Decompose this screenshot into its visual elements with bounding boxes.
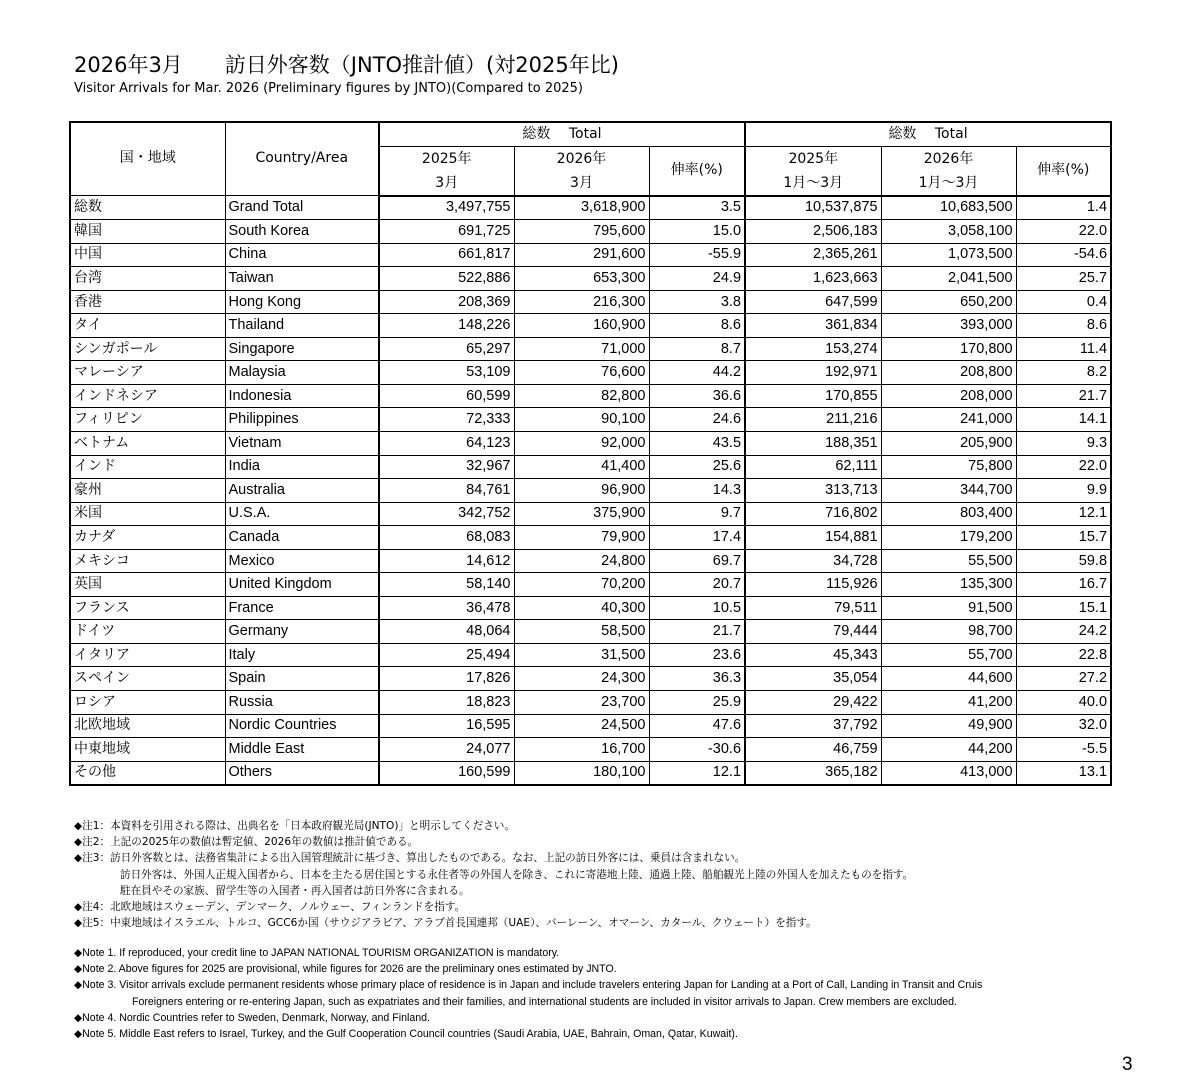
cell-month-2025: 661,817 <box>379 243 514 267</box>
cell-month-2025: 72,333 <box>379 408 514 432</box>
note-en-5: ◆Note 5. Middle East refers to Israel, Turkey, and the Gulf Cooperation Council countries (Saudi Arabia, UAE, Bahrain, Oman, Qatar, Kuwait). <box>74 1028 738 1041</box>
table-row <box>70 314 1111 338</box>
cell-ytd-2025: 35,054 <box>745 667 881 691</box>
header-ytd-2025 <box>745 146 881 196</box>
note-jp-5: ◆注5：中東地域はイスラエル、トルコ、GCC6か国（サウジアラビア、アラブ首長国連邦（UAE）、バーレーン、オマーン、カタール、クウェート）を指す。 <box>74 917 817 930</box>
header-country-jp: 国・地域 <box>70 122 225 196</box>
cell-month-growth: 15.0 <box>649 220 745 244</box>
cell-ytd-2025: 1,623,663 <box>745 267 881 291</box>
cell-ytd-growth: 8.2 <box>1016 361 1111 385</box>
cell-month-2026: 24,300 <box>514 667 649 691</box>
cell-ytd-growth: 11.4 <box>1016 337 1111 361</box>
cell-ytd-2026: 75,800 <box>881 455 1016 479</box>
cell-month-growth: 21.7 <box>649 620 745 644</box>
cell-country-en: France <box>225 596 379 620</box>
cell-ytd-2025: 79,444 <box>745 620 881 644</box>
cell-ytd-2026: 208,800 <box>881 361 1016 385</box>
note-en-2: ◆Note 2. Above figures for 2025 are provisional, while figures for 2026 are the preliminary ones estimated by JNTO. <box>74 963 617 976</box>
notes-english <box>74 945 982 1042</box>
cell-ytd-2026: 170,800 <box>881 337 1016 361</box>
cell-country-en: Canada <box>225 526 379 550</box>
cell-month-growth: 25.6 <box>649 455 745 479</box>
cell-ytd-2025: 170,855 <box>745 384 881 408</box>
cell-ytd-growth: 15.7 <box>1016 526 1111 550</box>
cell-ytd-2025: 313,713 <box>745 479 881 503</box>
cell-month-2025: 24,077 <box>379 738 514 762</box>
cell-country-jp: 香港 <box>70 290 225 314</box>
table-row <box>70 738 1111 762</box>
cell-country-jp: インドネシア <box>70 384 225 408</box>
table-row <box>70 714 1111 738</box>
cell-country-jp: ロシア <box>70 691 225 715</box>
cell-month-2025: 60,599 <box>379 384 514 408</box>
cell-country-jp: スペイン <box>70 667 225 691</box>
cell-ytd-2025: 211,216 <box>745 408 881 432</box>
cell-month-2025: 16,595 <box>379 714 514 738</box>
cell-month-2026: 653,300 <box>514 267 649 291</box>
cell-country-en: United Kingdom <box>225 573 379 597</box>
header-month-2026 <box>514 146 649 196</box>
header-ytd-2025-range: 1月～3月 <box>783 174 844 191</box>
cell-ytd-growth: 25.7 <box>1016 267 1111 291</box>
cell-country-en: Germany <box>225 620 379 644</box>
cell-country-en: Indonesia <box>225 384 379 408</box>
cell-month-2025: 65,297 <box>379 337 514 361</box>
table-row <box>70 526 1111 550</box>
note-en-1: ◆Note 1. If reproduced, your credit line to JAPAN NATIONAL TOURISM ORGANIZATION is mandatory. <box>74 947 560 959</box>
cell-month-2025: 160,599 <box>379 761 514 785</box>
header-group-month: 総数 Total <box>379 122 745 146</box>
cell-month-2026: 160,900 <box>514 314 649 338</box>
header-ytd-2025-year: 2025年 <box>788 150 839 167</box>
note-jp-3-cont-1: 訪日外客は、外国人正規入国者から、日本を主たる居住国とする永住者等の外国人を除き、これに寄港地上陸、通過上陸、船舶観光上陸の外国人を加えたものを指す。 <box>120 868 914 881</box>
cell-ytd-growth: 21.7 <box>1016 384 1111 408</box>
cell-month-2026: 70,200 <box>514 573 649 597</box>
cell-month-growth: 36.3 <box>649 667 745 691</box>
note-jp-1: ◆注1：本資料を引用される際は、出典名を「日本政府観光局(JNTO)」と明示してください。 <box>74 820 515 832</box>
cell-ytd-2026: 179,200 <box>881 526 1016 550</box>
cell-country-en: Middle East <box>225 738 379 762</box>
cell-country-en: Taiwan <box>225 267 379 291</box>
table-row <box>70 196 1111 220</box>
table-row <box>70 620 1111 644</box>
cell-country-en: Philippines <box>225 408 379 432</box>
cell-month-growth: 8.7 <box>649 337 745 361</box>
cell-month-growth: 9.7 <box>649 502 745 526</box>
header-month-2025-year: 2025年 <box>421 150 472 167</box>
cell-month-2026: 71,000 <box>514 337 649 361</box>
cell-ytd-growth: 16.7 <box>1016 573 1111 597</box>
cell-month-2026: 16,700 <box>514 738 649 762</box>
cell-ytd-growth: 13.1 <box>1016 761 1111 785</box>
header-ytd-2026 <box>881 146 1016 196</box>
cell-country-en: Hong Kong <box>225 290 379 314</box>
cell-ytd-2025: 365,182 <box>745 761 881 785</box>
cell-month-2025: 208,369 <box>379 290 514 314</box>
cell-ytd-growth: 14.1 <box>1016 408 1111 432</box>
cell-month-2026: 90,100 <box>514 408 649 432</box>
table-row <box>70 479 1111 503</box>
cell-country-jp: インド <box>70 455 225 479</box>
cell-country-jp: メキシコ <box>70 549 225 573</box>
cell-month-2026: 82,800 <box>514 384 649 408</box>
cell-ytd-2026: 205,900 <box>881 432 1016 456</box>
cell-country-jp: 北欧地域 <box>70 714 225 738</box>
cell-ytd-growth: 9.3 <box>1016 432 1111 456</box>
table-row <box>70 761 1111 785</box>
cell-ytd-2025: 2,506,183 <box>745 220 881 244</box>
cell-ytd-growth: 9.9 <box>1016 479 1111 503</box>
cell-month-2025: 32,967 <box>379 455 514 479</box>
table-row <box>70 432 1111 456</box>
cell-ytd-2025: 62,111 <box>745 455 881 479</box>
header-country-en: Country/Area <box>225 122 379 196</box>
cell-month-2025: 68,083 <box>379 526 514 550</box>
cell-ytd-2026: 44,200 <box>881 738 1016 762</box>
cell-country-en: U.S.A. <box>225 502 379 526</box>
table-row <box>70 361 1111 385</box>
cell-month-2025: 17,826 <box>379 667 514 691</box>
cell-ytd-growth: 22.0 <box>1016 220 1111 244</box>
cell-month-2026: 3,618,900 <box>514 196 649 220</box>
cell-country-jp: マレーシア <box>70 361 225 385</box>
cell-ytd-2025: 79,511 <box>745 596 881 620</box>
cell-ytd-2026: 49,900 <box>881 714 1016 738</box>
cell-ytd-2025: 45,343 <box>745 643 881 667</box>
cell-country-jp: フランス <box>70 596 225 620</box>
cell-country-en: Thailand <box>225 314 379 338</box>
cell-country-jp: その他 <box>70 761 225 785</box>
cell-country-en: Vietnam <box>225 432 379 456</box>
cell-month-growth: 36.6 <box>649 384 745 408</box>
cell-ytd-growth: 8.6 <box>1016 314 1111 338</box>
cell-country-en: Russia <box>225 691 379 715</box>
cell-month-growth: 8.6 <box>649 314 745 338</box>
cell-country-jp: 英国 <box>70 573 225 597</box>
table-row <box>70 220 1111 244</box>
cell-ytd-growth: 40.0 <box>1016 691 1111 715</box>
cell-country-jp: 中東地域 <box>70 738 225 762</box>
table-row <box>70 643 1111 667</box>
cell-ytd-growth: 27.2 <box>1016 667 1111 691</box>
cell-country-en: Malaysia <box>225 361 379 385</box>
cell-ytd-growth: 24.2 <box>1016 620 1111 644</box>
cell-country-jp: 台湾 <box>70 267 225 291</box>
cell-month-growth: 14.3 <box>649 479 745 503</box>
cell-ytd-2026: 98,700 <box>881 620 1016 644</box>
cell-country-en: Spain <box>225 667 379 691</box>
cell-month-2026: 24,800 <box>514 549 649 573</box>
cell-ytd-growth: -5.5 <box>1016 738 1111 762</box>
cell-ytd-growth: 22.0 <box>1016 455 1111 479</box>
cell-month-2025: 53,109 <box>379 361 514 385</box>
cell-ytd-2026: 208,000 <box>881 384 1016 408</box>
page-title: 2026年3月 訪日外客数（JNTO推計値）(対2025年比) <box>74 53 619 77</box>
header-ytd-2026-range: 1月～3月 <box>918 174 979 191</box>
cell-ytd-2025: 153,274 <box>745 337 881 361</box>
cell-month-2026: 291,600 <box>514 243 649 267</box>
cell-ytd-2026: 650,200 <box>881 290 1016 314</box>
cell-country-en: Singapore <box>225 337 379 361</box>
cell-ytd-2025: 37,792 <box>745 714 881 738</box>
table-row <box>70 290 1111 314</box>
cell-country-jp: 豪州 <box>70 479 225 503</box>
table-row <box>70 502 1111 526</box>
cell-ytd-2026: 55,500 <box>881 549 1016 573</box>
cell-month-2025: 36,478 <box>379 596 514 620</box>
cell-country-jp: 米国 <box>70 502 225 526</box>
cell-country-jp: タイ <box>70 314 225 338</box>
table-row <box>70 337 1111 361</box>
cell-ytd-growth: 1.4 <box>1016 196 1111 220</box>
cell-month-2025: 691,725 <box>379 220 514 244</box>
header-month-2025-month: 3月 <box>435 174 459 191</box>
cell-country-en: Italy <box>225 643 379 667</box>
cell-ytd-2025: 188,351 <box>745 432 881 456</box>
visitor-arrivals-table <box>69 121 1112 786</box>
page-number: 3 <box>1122 1054 1133 1075</box>
cell-country-jp: シンガポール <box>70 337 225 361</box>
cell-ytd-2025: 361,834 <box>745 314 881 338</box>
cell-country-jp: 総数 <box>70 196 225 220</box>
table-row <box>70 384 1111 408</box>
note-en-3: ◆Note 3. Visitor arrivals exclude permanent residents whose primary place of residence is in Japan and include travelers entering Japan for Landing at a Port of Call, Landing in Transit and Cruis <box>74 979 983 992</box>
cell-ytd-2026: 41,200 <box>881 691 1016 715</box>
cell-month-2025: 18,823 <box>379 691 514 715</box>
header-month-2025 <box>379 146 514 196</box>
cell-month-growth: 10.5 <box>649 596 745 620</box>
cell-country-en: South Korea <box>225 220 379 244</box>
cell-ytd-2025: 10,537,875 <box>745 196 881 220</box>
header-month-growth: 伸率(%) <box>649 146 745 196</box>
cell-ytd-2026: 241,000 <box>881 408 1016 432</box>
cell-country-jp: 韓国 <box>70 220 225 244</box>
cell-month-2026: 180,100 <box>514 761 649 785</box>
cell-month-2026: 795,600 <box>514 220 649 244</box>
cell-ytd-2026: 344,700 <box>881 479 1016 503</box>
cell-month-growth: 3.5 <box>649 196 745 220</box>
cell-country-en: Mexico <box>225 549 379 573</box>
note-jp-3-cont-2: 駐在員やその家族、留学生等の入国者・再入国者は訪日外客に含まれる。 <box>120 884 470 897</box>
cell-ytd-2025: 46,759 <box>745 738 881 762</box>
cell-month-2026: 76,600 <box>514 361 649 385</box>
cell-ytd-growth: 12.1 <box>1016 502 1111 526</box>
cell-ytd-2026: 3,058,100 <box>881 220 1016 244</box>
cell-country-jp: カナダ <box>70 526 225 550</box>
cell-month-growth: 20.7 <box>649 573 745 597</box>
table-row <box>70 243 1111 267</box>
table-row <box>70 549 1111 573</box>
cell-month-growth: 47.6 <box>649 714 745 738</box>
cell-ytd-2026: 393,000 <box>881 314 1016 338</box>
cell-ytd-2026: 1,073,500 <box>881 243 1016 267</box>
cell-country-en: China <box>225 243 379 267</box>
table-row <box>70 667 1111 691</box>
cell-ytd-2025: 115,926 <box>745 573 881 597</box>
cell-country-jp: ドイツ <box>70 620 225 644</box>
cell-month-2026: 79,900 <box>514 526 649 550</box>
cell-month-2026: 58,500 <box>514 620 649 644</box>
cell-month-growth: -30.6 <box>649 738 745 762</box>
cell-month-2025: 48,064 <box>379 620 514 644</box>
cell-month-2025: 25,494 <box>379 643 514 667</box>
cell-country-jp: 中国 <box>70 243 225 267</box>
cell-month-growth: -55.9 <box>649 243 745 267</box>
cell-ytd-2025: 34,728 <box>745 549 881 573</box>
cell-ytd-growth: -54.6 <box>1016 243 1111 267</box>
cell-ytd-2025: 716,802 <box>745 502 881 526</box>
cell-month-growth: 23.6 <box>649 643 745 667</box>
cell-ytd-growth: 59.8 <box>1016 549 1111 573</box>
cell-ytd-2026: 91,500 <box>881 596 1016 620</box>
page-subtitle: Visitor Arrivals for Mar. 2026 (Preliminary figures by JNTO)(Compared to 2025) <box>74 81 583 96</box>
cell-month-2025: 58,140 <box>379 573 514 597</box>
header-ytd-growth: 伸率(%) <box>1016 146 1111 196</box>
cell-ytd-2026: 135,300 <box>881 573 1016 597</box>
cell-ytd-growth: 22.8 <box>1016 643 1111 667</box>
cell-ytd-2026: 413,000 <box>881 761 1016 785</box>
cell-ytd-2026: 55,700 <box>881 643 1016 667</box>
cell-month-2025: 3,497,755 <box>379 196 514 220</box>
cell-month-2026: 24,500 <box>514 714 649 738</box>
cell-country-en: Australia <box>225 479 379 503</box>
table-row <box>70 455 1111 479</box>
header-group-ytd: 総数 Total <box>745 122 1111 146</box>
table-row <box>70 691 1111 715</box>
cell-country-jp: フィリピン <box>70 408 225 432</box>
cell-month-2026: 40,300 <box>514 596 649 620</box>
cell-month-growth: 12.1 <box>649 761 745 785</box>
cell-ytd-2026: 2,041,500 <box>881 267 1016 291</box>
cell-month-growth: 25.9 <box>649 691 745 715</box>
cell-month-growth: 69.7 <box>649 549 745 573</box>
cell-ytd-growth: 15.1 <box>1016 596 1111 620</box>
cell-ytd-2025: 29,422 <box>745 691 881 715</box>
cell-month-2026: 216,300 <box>514 290 649 314</box>
header-month-2026-year: 2026年 <box>556 150 607 167</box>
cell-month-2026: 41,400 <box>514 455 649 479</box>
cell-month-growth: 43.5 <box>649 432 745 456</box>
cell-month-growth: 17.4 <box>649 526 745 550</box>
cell-month-2026: 96,900 <box>514 479 649 503</box>
cell-month-2026: 92,000 <box>514 432 649 456</box>
cell-ytd-2026: 803,400 <box>881 502 1016 526</box>
cell-country-en: Grand Total <box>225 196 379 220</box>
note-jp-3: ◆注3：訪日外客数とは、法務省集計による出入国管理統計に基づき、算出したものである。なお、上記の訪日外客には、乗員は含まれない。 <box>74 852 746 865</box>
note-en-3-cont: Foreigners entering or re-entering Japan, such as expatriates and their families, and international students are included in visitor arrivals to Japan. Crew members are excluded. <box>132 995 957 1008</box>
cell-month-2026: 375,900 <box>514 502 649 526</box>
cell-ytd-2025: 2,365,261 <box>745 243 881 267</box>
cell-month-growth: 44.2 <box>649 361 745 385</box>
cell-month-2025: 342,752 <box>379 502 514 526</box>
cell-country-en: Nordic Countries <box>225 714 379 738</box>
cell-month-2026: 31,500 <box>514 643 649 667</box>
cell-month-2025: 522,886 <box>379 267 514 291</box>
notes-japanese <box>74 818 913 931</box>
cell-country-jp: イタリア <box>70 643 225 667</box>
table-row <box>70 596 1111 620</box>
note-jp-4: ◆注4：北欧地域はスウェーデン、デンマーク、ノルウェー、フィンランドを指す。 <box>74 901 466 914</box>
cell-month-growth: 24.9 <box>649 267 745 291</box>
cell-month-growth: 24.6 <box>649 408 745 432</box>
cell-ytd-2026: 44,600 <box>881 667 1016 691</box>
cell-ytd-growth: 32.0 <box>1016 714 1111 738</box>
cell-ytd-2025: 647,599 <box>745 290 881 314</box>
note-en-4: ◆Note 4. Nordic Countries refer to Sweden, Denmark, Norway, and Finland. <box>74 1011 430 1024</box>
header-month-2026-month: 3月 <box>570 174 593 191</box>
cell-country-en: Others <box>225 761 379 785</box>
cell-ytd-2026: 10,683,500 <box>881 196 1016 220</box>
cell-ytd-2025: 154,881 <box>745 526 881 550</box>
cell-month-2025: 64,123 <box>379 432 514 456</box>
header-ytd-2026-year: 2026年 <box>923 150 974 167</box>
cell-month-2025: 148,226 <box>379 314 514 338</box>
cell-country-en: India <box>225 455 379 479</box>
table-row <box>70 573 1111 597</box>
table-row <box>70 408 1111 432</box>
cell-ytd-2025: 192,971 <box>745 361 881 385</box>
cell-month-2025: 84,761 <box>379 479 514 503</box>
cell-ytd-growth: 0.4 <box>1016 290 1111 314</box>
note-jp-2: ◆注2：上記の2025年の数値は暫定値、2026年の数値は推計値である。 <box>74 836 419 849</box>
cell-month-2025: 14,612 <box>379 549 514 573</box>
cell-country-jp: ベトナム <box>70 432 225 456</box>
cell-month-2026: 23,700 <box>514 691 649 715</box>
cell-month-growth: 3.8 <box>649 290 745 314</box>
table-body <box>70 196 1111 786</box>
table-row <box>70 267 1111 291</box>
